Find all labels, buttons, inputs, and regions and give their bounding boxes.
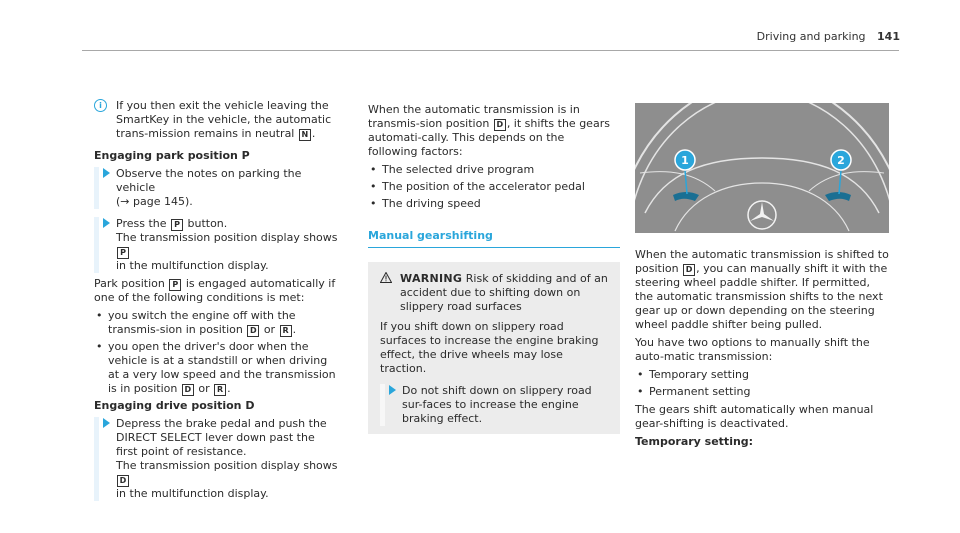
key-d: D [247, 325, 259, 337]
manual-shift-text: When the automatic transmission is shifted to position D , you can manually shift it with the steering wheel paddle shifter. If permitted, the automatic transmission shifts to the next gear up or down depending on the steering wheel paddle shifter being pulled. [635, 248, 889, 331]
key-n: N [299, 129, 311, 141]
step-press-p: Press the P button. The transmission position display shows P in the multifunction display. [94, 217, 339, 273]
key-p: P [169, 279, 181, 291]
page-header [757, 30, 900, 44]
key-r: R [280, 325, 292, 337]
column-left [94, 99, 339, 505]
key-r: R [214, 384, 226, 396]
steering-wheel-figure [635, 103, 889, 233]
list-item: • Permanent setting [635, 385, 890, 399]
column-middle [368, 103, 613, 434]
key-d: D [683, 264, 695, 276]
warning-body: If you shift down on slippery road surfaces to increase the engine braking effect, the drive wheels may lose traction. [380, 320, 599, 375]
key-p: P [171, 219, 183, 231]
list-item: • Temporary setting [635, 368, 890, 382]
heading-temporary-setting: Temporary setting: [635, 435, 754, 448]
page-number: 141 [877, 30, 900, 43]
key-d: D [117, 475, 129, 487]
key-p: P [117, 247, 129, 259]
header-title: Driving and parking [756, 30, 866, 43]
info-icon: i [94, 99, 107, 112]
steering-wheel-illustration [635, 103, 889, 233]
warning-box [368, 262, 620, 434]
warning-text: Risk of skidding and of an accident due to shifting down on slippery road surfaces [400, 272, 608, 313]
options-text: You have two options to manually shift the auto-matic transmission: [635, 336, 870, 363]
heading-drive-position: Engaging drive position D [94, 399, 255, 412]
callout-1-label: 1 [681, 154, 689, 167]
step-arrow-icon [103, 168, 110, 178]
step-arrow-icon [103, 418, 110, 428]
section-rule [368, 247, 620, 248]
header-rule [82, 50, 899, 51]
list-item: • The selected drive program [368, 163, 613, 177]
deactivated-text: The gears shift automatically when manual gear-shifting is deactivated. [635, 403, 874, 430]
callout-2-label: 2 [837, 154, 845, 167]
key-d: D [494, 119, 506, 131]
key-d: D [182, 384, 194, 396]
warning-triangle-icon [380, 272, 392, 283]
park-auto-text: Park position P is engaged automatically if one of the following conditions is met: [94, 277, 336, 304]
list-item: • you switch the engine off with the transmis-sion in position D or R . [94, 309, 339, 337]
warning-label: WARNING [400, 272, 463, 285]
page-reference-link[interactable]: (→ page 145). [116, 195, 193, 208]
list-item: • you open the driver's door when the vehicle is at a standstill or when driving at a very low speed and the transmission is in position D or R . [94, 340, 339, 396]
step-arrow-icon [389, 385, 396, 395]
list-item: • The position of the accelerator pedal [368, 180, 613, 194]
step-arrow-icon [103, 218, 110, 228]
heading-park-position: Engaging park position P [94, 149, 250, 162]
info-note: i If you then exit the vehicle leaving the SmartKey in the vehicle, the automatic trans-mission remains in neutral N . [94, 99, 339, 141]
step-observe-notes: Observe the notes on parking the vehicle (→ page 145). [94, 167, 339, 209]
list-item: • The driving speed [368, 197, 613, 211]
warning-step: Do not shift down on slippery road sur-faces to increase the engine braking effect. [380, 384, 610, 426]
section-title-manual-gearshifting: Manual gearshifting [368, 229, 493, 242]
auto-shift-intro: When the automatic transmission is in transmis-sion position D , it shifts the gears automati-cally. This depends on the following factors: [368, 103, 610, 158]
step-depress-brake: Depress the brake pedal and push the DIRECT SELECT lever down past the first point of resistance. The transmission position display shows D in the multifunction display. [94, 417, 339, 501]
